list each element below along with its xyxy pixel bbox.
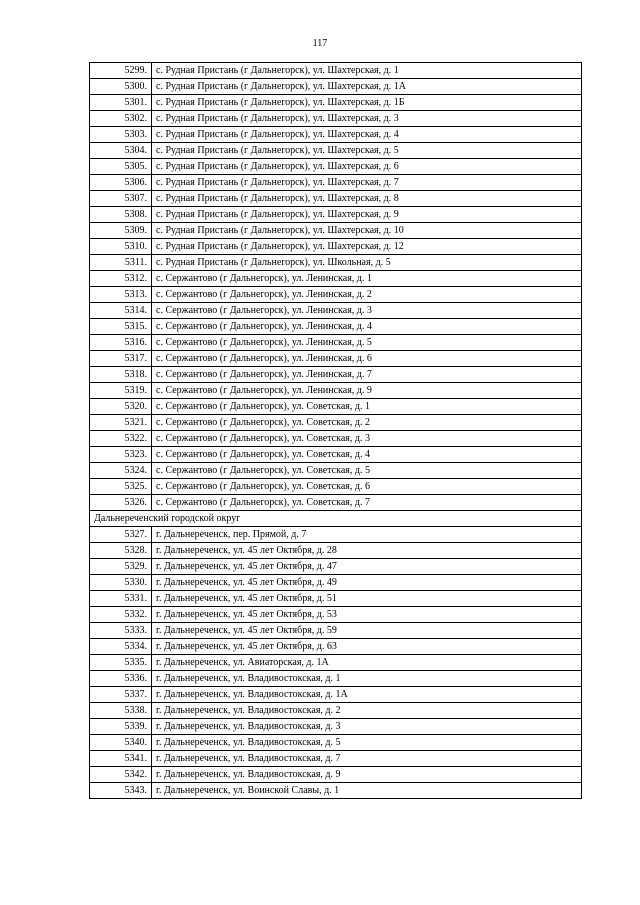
- row-number: 5327.: [90, 527, 152, 543]
- row-address: г. Дальнереченск, ул. 45 лет Октября, д. 47: [152, 559, 582, 575]
- row-number: 5336.: [90, 671, 152, 687]
- table-row: [90, 335, 582, 351]
- row-number: 5311.: [90, 255, 152, 271]
- row-address: с. Сержантово (г Дальнегорск), ул. Ленинская, д. 3: [152, 303, 582, 319]
- table-row: [90, 735, 582, 751]
- row-address: с. Рудная Пристань (г Дальнегорск), ул. Шахтерская, д. 5: [152, 143, 582, 159]
- row-address: с. Рудная Пристань (г Дальнегорск), ул. Шахтерская, д. 1Б: [152, 95, 582, 111]
- row-number: 5315.: [90, 319, 152, 335]
- row-number: 5329.: [90, 559, 152, 575]
- row-number: 5305.: [90, 159, 152, 175]
- row-address: с. Сержантово (г Дальнегорск), ул. Советская, д. 2: [152, 415, 582, 431]
- row-number: 5330.: [90, 575, 152, 591]
- row-address: с. Рудная Пристань (г Дальнегорск), ул. Шахтерская, д. 4: [152, 127, 582, 143]
- row-number: 5338.: [90, 703, 152, 719]
- table-row: [90, 239, 582, 255]
- table-row: [90, 175, 582, 191]
- row-number: 5332.: [90, 607, 152, 623]
- row-address: г. Дальнереченск, ул. 45 лет Октября, д. 59: [152, 623, 582, 639]
- row-number: 5307.: [90, 191, 152, 207]
- row-address: с. Рудная Пристань (г Дальнегорск), ул. Шахтерская, д. 9: [152, 207, 582, 223]
- table-row: [90, 639, 582, 655]
- row-address: с. Сержантово (г Дальнегорск), ул. Ленинская, д. 2: [152, 287, 582, 303]
- row-address: с. Сержантово (г Дальнегорск), ул. Ленинская, д. 1: [152, 271, 582, 287]
- row-address: с. Рудная Пристань (г Дальнегорск), ул. Школьная, д. 5: [152, 255, 582, 271]
- row-address: г. Дальнереченск, ул. 45 лет Октября, д. 51: [152, 591, 582, 607]
- table-row: [90, 783, 582, 799]
- table-row: [90, 751, 582, 767]
- row-number: 5300.: [90, 79, 152, 95]
- table-row: [90, 287, 582, 303]
- table-row: [90, 383, 582, 399]
- row-address: с. Сержантово (г Дальнегорск), ул. Ленинская, д. 6: [152, 351, 582, 367]
- row-address: с. Сержантово (г Дальнегорск), ул. Ленинская, д. 5: [152, 335, 582, 351]
- table-row: [90, 655, 582, 671]
- row-address: г. Дальнереченск, ул. 45 лет Октября, д. 28: [152, 543, 582, 559]
- table-row: [90, 623, 582, 639]
- table-row: [90, 559, 582, 575]
- table-row: [90, 271, 582, 287]
- table-row: [90, 687, 582, 703]
- table-row: [90, 463, 582, 479]
- row-address: г. Дальнереченск, ул. Владивостокская, д. 1А: [152, 687, 582, 703]
- table-row: [90, 159, 582, 175]
- row-number: 5323.: [90, 447, 152, 463]
- row-number: 5314.: [90, 303, 152, 319]
- table-row: [90, 495, 582, 511]
- row-address: с. Рудная Пристань (г Дальнегорск), ул. Шахтерская, д. 1: [152, 63, 582, 79]
- table-row: [90, 527, 582, 543]
- row-number: 5308.: [90, 207, 152, 223]
- row-number: 5343.: [90, 783, 152, 799]
- row-number: 5333.: [90, 623, 152, 639]
- row-address: с. Рудная Пристань (г Дальнегорск), ул. Шахтерская, д. 12: [152, 239, 582, 255]
- table-row: [90, 143, 582, 159]
- row-number: 5325.: [90, 479, 152, 495]
- table-row: [90, 95, 582, 111]
- row-address: с. Сержантово (г Дальнегорск), ул. Советская, д. 4: [152, 447, 582, 463]
- address-table: [89, 62, 582, 799]
- row-address: г. Дальнереченск, ул. 45 лет Октября, д. 63: [152, 639, 582, 655]
- table-row: [90, 703, 582, 719]
- row-address: с. Сержантово (г Дальнегорск), ул. Ленинская, д. 9: [152, 383, 582, 399]
- table-row: [90, 671, 582, 687]
- row-number: 5328.: [90, 543, 152, 559]
- row-address: г. Дальнереченск, ул. Владивостокская, д. 7: [152, 751, 582, 767]
- row-number: 5306.: [90, 175, 152, 191]
- row-number: 5309.: [90, 223, 152, 239]
- row-address: г. Дальнереченск, ул. Владивостокская, д. 3: [152, 719, 582, 735]
- section-row: [90, 511, 582, 527]
- row-address: с. Сержантово (г Дальнегорск), ул. Советская, д. 5: [152, 463, 582, 479]
- row-number: 5341.: [90, 751, 152, 767]
- row-address: с. Рудная Пристань (г Дальнегорск), ул. Шахтерская, д. 8: [152, 191, 582, 207]
- row-number: 5301.: [90, 95, 152, 111]
- row-number: 5331.: [90, 591, 152, 607]
- table-row: [90, 767, 582, 783]
- table-row: [90, 447, 582, 463]
- row-number: 5317.: [90, 351, 152, 367]
- row-address: с. Сержантово (г Дальнегорск), ул. Ленинская, д. 7: [152, 367, 582, 383]
- row-address: г. Дальнереченск, ул. Владивостокская, д. 2: [152, 703, 582, 719]
- row-address: с. Рудная Пристань (г Дальнегорск), ул. Шахтерская, д. 10: [152, 223, 582, 239]
- row-number: 5319.: [90, 383, 152, 399]
- row-address: г. Дальнереченск, ул. Владивостокская, д. 9: [152, 767, 582, 783]
- row-number: 5313.: [90, 287, 152, 303]
- row-number: 5324.: [90, 463, 152, 479]
- row-address: с. Сержантово (г Дальнегорск), ул. Советская, д. 6: [152, 479, 582, 495]
- row-number: 5335.: [90, 655, 152, 671]
- row-number: 5337.: [90, 687, 152, 703]
- row-number: 5342.: [90, 767, 152, 783]
- row-address: г. Дальнереченск, ул. Авиаторская, д. 1А: [152, 655, 582, 671]
- row-address: г. Дальнереченск, ул. Владивостокская, д. 1: [152, 671, 582, 687]
- row-address: с. Сержантово (г Дальнегорск), ул. Ленинская, д. 4: [152, 319, 582, 335]
- table-row: [90, 303, 582, 319]
- page-number: 117: [312, 38, 328, 49]
- table-row: [90, 223, 582, 239]
- table-row: [90, 207, 582, 223]
- row-number: 5316.: [90, 335, 152, 351]
- table-row: [90, 79, 582, 95]
- row-number: 5326.: [90, 495, 152, 511]
- row-address: г. Дальнереченск, пер. Прямой, д. 7: [152, 527, 582, 543]
- row-number: 5334.: [90, 639, 152, 655]
- table-row: [90, 719, 582, 735]
- table-row: [90, 575, 582, 591]
- table-row: [90, 431, 582, 447]
- row-number: 5321.: [90, 415, 152, 431]
- row-address: с. Рудная Пристань (г Дальнегорск), ул. Шахтерская, д. 6: [152, 159, 582, 175]
- row-address: с. Сержантово (г Дальнегорск), ул. Советская, д. 3: [152, 431, 582, 447]
- table-row: [90, 543, 582, 559]
- row-number: 5318.: [90, 367, 152, 383]
- address-table-body: [90, 63, 582, 799]
- row-number: 5320.: [90, 399, 152, 415]
- row-number: 5310.: [90, 239, 152, 255]
- table-row: [90, 399, 582, 415]
- row-number: 5312.: [90, 271, 152, 287]
- table-row: [90, 591, 582, 607]
- row-address: с. Рудная Пристань (г Дальнегорск), ул. Шахтерская, д. 3: [152, 111, 582, 127]
- row-number: 5299.: [90, 63, 152, 79]
- row-address: г. Дальнереченск, ул. Владивостокская, д. 5: [152, 735, 582, 751]
- row-number: 5322.: [90, 431, 152, 447]
- row-number: 5304.: [90, 143, 152, 159]
- table-row: [90, 111, 582, 127]
- row-address: г. Дальнереченск, ул. 45 лет Октября, д. 53: [152, 607, 582, 623]
- table-row: [90, 63, 582, 79]
- table-row: [90, 367, 582, 383]
- row-number: 5339.: [90, 719, 152, 735]
- row-address: с. Рудная Пристань (г Дальнегорск), ул. Шахтерская, д. 1А: [152, 79, 582, 95]
- row-address: с. Сержантово (г Дальнегорск), ул. Советская, д. 1: [152, 399, 582, 415]
- table-row: [90, 415, 582, 431]
- row-address: г. Дальнереченск, ул. 45 лет Октября, д. 49: [152, 575, 582, 591]
- row-number: 5340.: [90, 735, 152, 751]
- row-number: 5302.: [90, 111, 152, 127]
- section-heading: Дальнереченский городской округ: [90, 511, 582, 527]
- row-address: г. Дальнереченск, ул. Воинской Славы, д. 1: [152, 783, 582, 799]
- table-row: [90, 319, 582, 335]
- row-address: с. Рудная Пристань (г Дальнегорск), ул. Шахтерская, д. 7: [152, 175, 582, 191]
- table-row: [90, 479, 582, 495]
- table-row: [90, 191, 582, 207]
- table-row: [90, 351, 582, 367]
- row-address: с. Сержантово (г Дальнегорск), ул. Советская, д. 7: [152, 495, 582, 511]
- table-row: [90, 127, 582, 143]
- row-number: 5303.: [90, 127, 152, 143]
- table-row: [90, 607, 582, 623]
- table-row: [90, 255, 582, 271]
